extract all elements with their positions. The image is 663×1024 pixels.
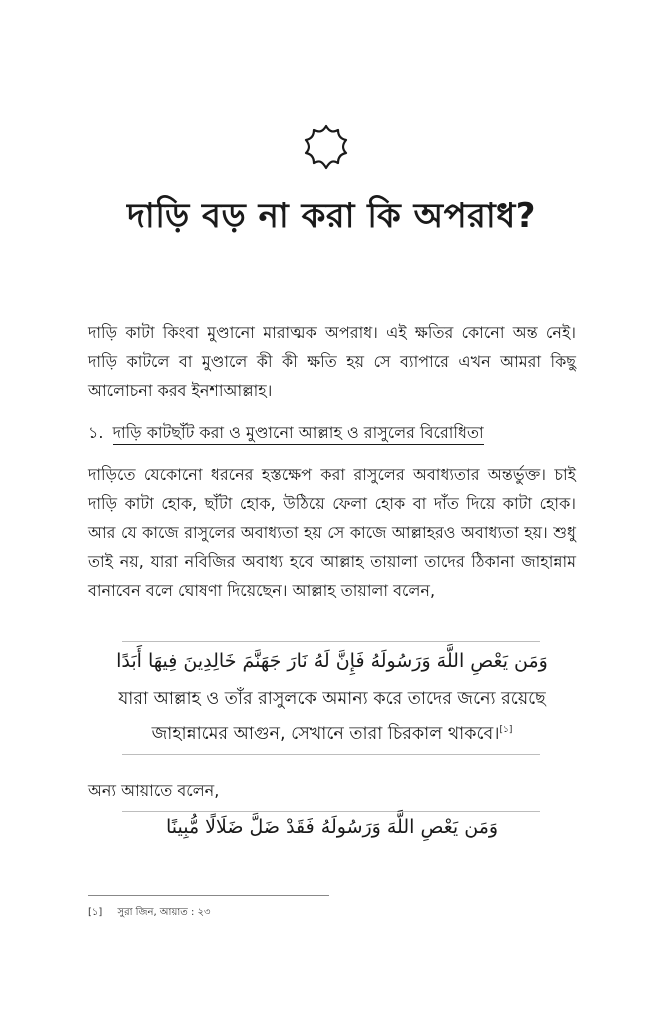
section-number: ১.	[88, 423, 104, 442]
quote-divider-top	[122, 641, 540, 642]
quote-divider-bottom	[122, 754, 540, 755]
page-title: দাড়ি বড় না করা কি অপরাধ?	[127, 196, 536, 236]
section-heading	[88, 420, 484, 447]
section-heading-text: দাড়ি কাটছাঁট করা ও মুণ্ডানো আল্লাহ ও রাসুলের বিরোধিতা	[113, 423, 484, 445]
translation-line-2: জাহান্নামের আগুন, সেখানে তারা চিরকাল থাকবে।[১]	[151, 723, 513, 744]
body-paragraph: দাড়িতে যেকোনো ধরনের হস্তক্ষেপ করা রাসুলের অবাধ্যতার অন্তর্ভুক্ত। চাই দাড়ি কাটা হোক, ছাঁটা হোক, উঠিয়ে ফেলা হোক বা দাঁত দিয়ে কাটা হোক। আর যে কাজে রাসুলের অবাধ্যতা হয় সে কাজে আল্লাহরও অবাধ্যতা হয়। শুধু তাই নয়, যারা নবিজির অবাধ্য হবে আল্লাহ তায়ালা তাদের ঠিকানা জাহান্নাম বানাবেন বলে ঘোষণা দিয়েছেন। আল্লাহ তায়ালা বলেন,	[88, 465, 576, 600]
footnote-mark: [১]	[88, 907, 103, 918]
verse-translation	[88, 684, 576, 750]
footnote-text: সুরা জিন, আয়াত : ২৩	[117, 907, 211, 918]
other-verse-intro: অন্য আয়াতে বলেন,	[88, 781, 220, 800]
footnote-divider	[88, 895, 329, 896]
quote2-divider	[122, 811, 540, 812]
arabic-verse-2: وَمَن يَعْصِ اللَّهَ وَرَسُولَهُ فَقَدْ ضَلَّ ضَلَالًا مُّبِينًا	[165, 816, 499, 838]
arabic-verse-1: وَمَن يَعْصِ اللَّهَ وَرَسُولَهُ فَإِنَّ لَهُ نَارَ جَهَنَّمَ خَالِدِينَ فِيهَا أَبَدًا	[116, 650, 548, 672]
flower-ornament-icon	[296, 120, 356, 180]
footnote-reference[interactable]: [১]	[499, 725, 513, 735]
translation-line-1: যারা আল্লাহ ও তাঁর রাসুলকে অমান্য করে তাদের জন্যে রয়েছে	[118, 689, 546, 709]
intro-paragraph: দাড়ি কাটা কিংবা মুণ্ডানো মারাত্মক অপরাধ। এই ক্ষতির কোনো অন্ত নেই। দাড়ি কাটলে বা মুণ্ডালে কী কী ক্ষতি হয় সে ব্যাপারে এখন আমরা কিছু আলোচনা করব ইনশাআল্লাহ।	[88, 323, 576, 400]
footnote	[88, 905, 211, 922]
